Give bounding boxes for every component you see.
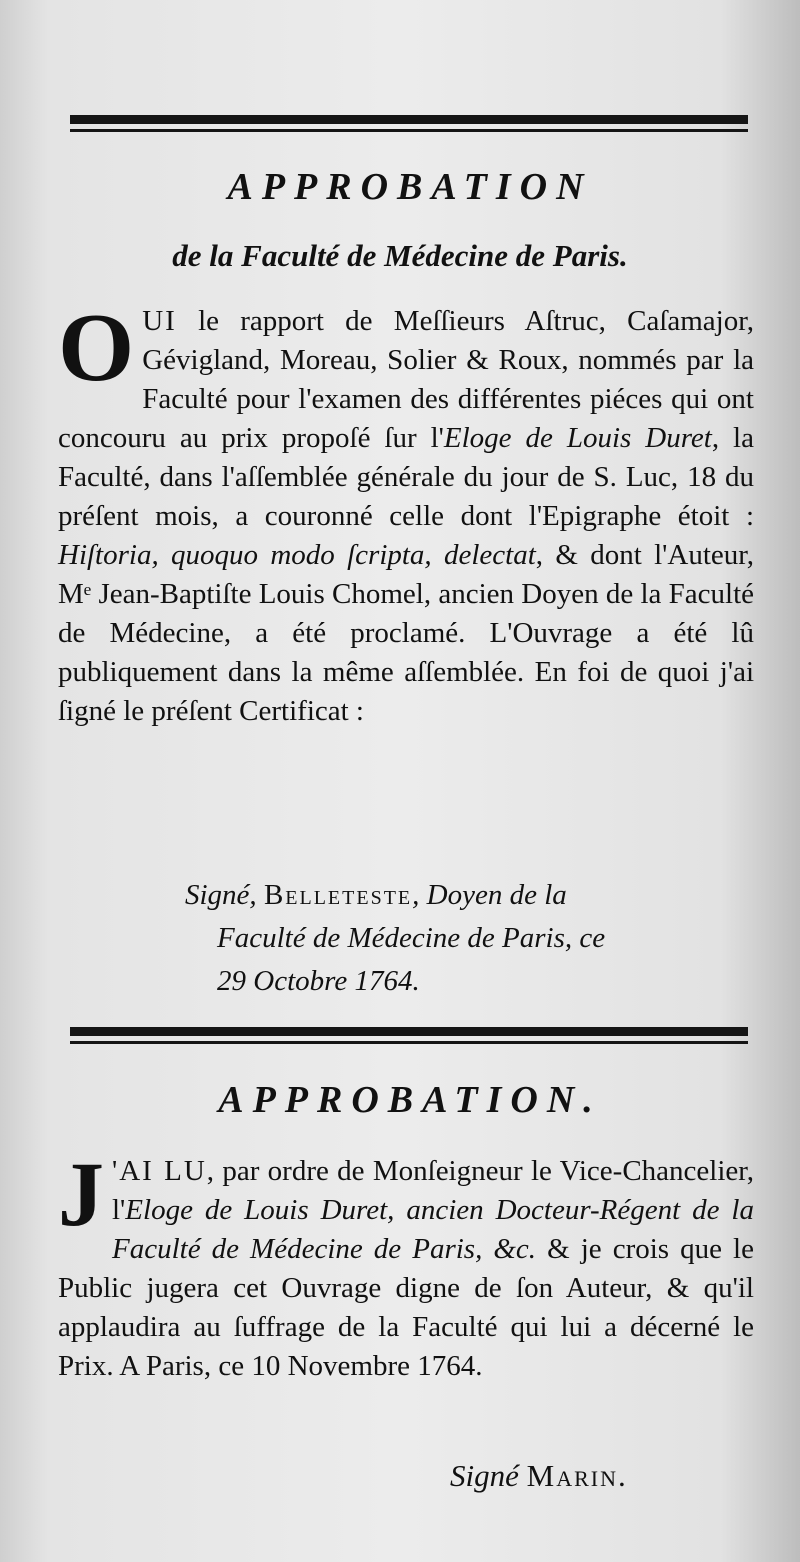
signature-date-1: 29 Octobre 1764.: [217, 965, 420, 997]
header-rule-middle: [70, 1027, 748, 1044]
approbation-body-2: [58, 1143, 755, 1386]
signature-prefix-1: Signé,: [185, 879, 264, 911]
lead-word-1: UI: [142, 305, 177, 337]
body-text-1b: , la Faculté, dans l'aſſemblée générale du jour de S. Luc, 18 du préſent mois, a couronné celle dont l'Epigraphe étoit :: [58, 422, 754, 532]
approbation-title-2: APPROBATION.: [218, 1079, 602, 1121]
drop-cap-j: J: [58, 1143, 104, 1245]
approbation-body-1: [58, 294, 755, 731]
approbation-title-1: APPROBATION: [227, 166, 593, 208]
epigraph: Hiſtoria, quoquo modo ſcripta, delectat: [58, 539, 536, 571]
signature-name-2: Marin.: [526, 1458, 628, 1493]
work-title-1: Eloge de Louis Duret: [443, 422, 712, 454]
body-text-1a: le rapport de Meſſieurs Aſtruc, Caſamajor, Gévigland, Moreau, Solier & Roux, nommés par la Faculté pour l'examen des différentes piéces qui ont concouru au prix propoſé ſur l': [58, 305, 754, 454]
signature-suffix-1: , Doyen de la: [412, 879, 567, 911]
header-rule-top: [70, 115, 748, 132]
signature-name-1: Belleteste: [263, 879, 413, 911]
signature-block-1: [185, 874, 755, 1003]
signature-prefix-2: Signé: [450, 1458, 527, 1493]
body-text-1c: , & dont l'Auteur, Mᵉ Jean-Baptiſte Louis Chomel, ancien Doyen de la Faculté de Médecine, a été proclamé. L'Ouvrage a été lû publiquement dans la même aſſemblée. En foi de quoi j'ai ſigné le préſent Certificat :: [58, 539, 755, 727]
drop-cap-o: O: [58, 294, 135, 402]
signature-block-2: [450, 1458, 750, 1494]
approbation-subtitle-1: de la Faculté de Médecine de Paris.: [172, 238, 628, 273]
body-text-2b: & je crois que le Public jugera cet Ouvrage digne de ſon Auteur, & qu'il applaudira au ſuffrage de la Faculté qui lui a décerné le Prix. A Paris, ce 10 Novembre 1764.: [58, 1233, 754, 1382]
work-title-2: Eloge de Louis Duret, ancien Docteur-Régent de la Faculté de Médecine de Paris, &c.: [112, 1194, 754, 1265]
signature-line-2: Faculté de Médecine de Paris, ce: [217, 922, 606, 954]
lead-word-2: 'AI LU: [112, 1155, 207, 1187]
body-text-2a: , par ordre de Monſeigneur le Vice-Chancelier, l': [112, 1155, 755, 1226]
